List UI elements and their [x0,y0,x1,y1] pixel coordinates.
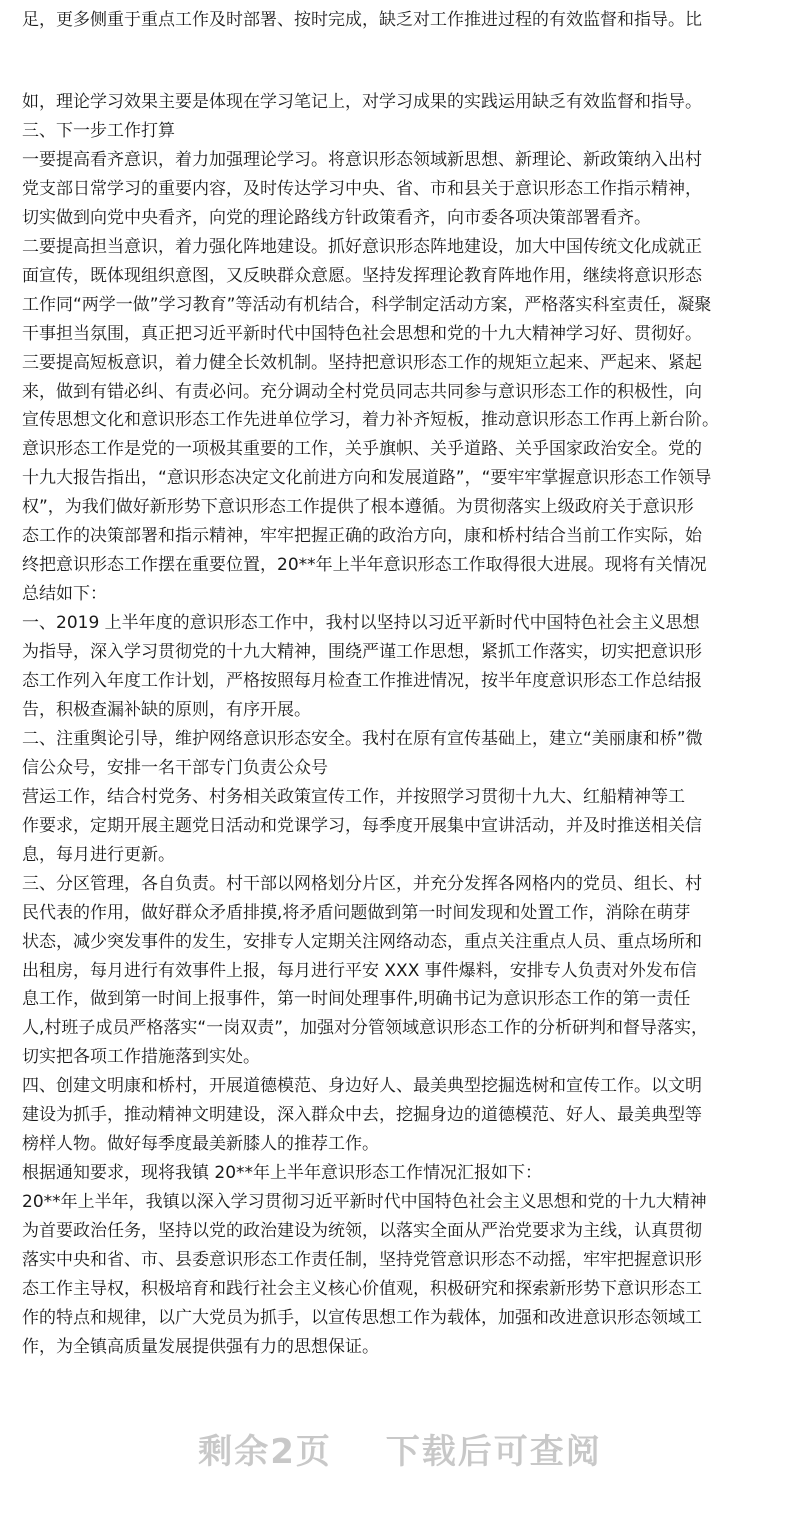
text-line: 一、2019 上半年度的意识形态工作中，我村以坚持以习近平新时代中国特色社会主义思想 [22,613,700,634]
text-line: 一要提高看齐意识，着力加强理论学习。将意识形态领域新思想、新理论、新政策纳入出村 [22,149,702,170]
download-to-view-text: 下载后可查阅 [385,1432,602,1472]
text-line: 工作同“两学一做”学习教育”等活动有机结合，科学制定活动方案，严格落实科室责任，凝聚 [22,294,712,315]
text-line: 建设为抓手，推动精神文明建设，深入群众中去，挖掘身边的道德模范、好人、最美典型等 [22,1105,702,1126]
text-line: 态工作主导权，积极培育和践行社会主义核心价值观，积极研究和探索新形势下意识形态工 [22,1278,702,1299]
text-line: 息工作，做到第一时间上报事件，第一时间处理事件,明确书记为意识形态工作的第一责任 [22,989,691,1010]
text-line: 作，为全镇高质量发展提供强有力的思想保证。 [22,1336,379,1357]
text-line: 四、创建文明康和桥村，开展道德模范、身边好人、最美典型挖掘选树和宣传工作。以文明 [22,1076,702,1097]
text-line: 榜样人物。做好每季度最美新膝人的推荐工作。 [22,1134,379,1155]
text-line: 切实把各项工作措施落到实处。 [22,1047,260,1068]
text-line: 态工作的决策部署和指示精神，牢牢把握正确的政治方向，康和桥村结合当前工作实际，始 [22,526,702,547]
text-line: 干事担当氛围，真正把习近平新时代中国特色社会思想和党的十九大精神学习好、贯彻好。 [22,323,702,344]
text-line: 足，更多侧重于重点工作及时部署、按时完成，缺乏对工作推进过程的有效监督和指导。比 [22,10,702,30]
text-line: 终把意识形态工作摆在重要位置，20**年上半年意识形态工作取得很大进展。现将有关情况 [22,555,707,576]
text-line: 民代表的作用，做好群众矛盾排摸,将矛盾问题做到第一时间发现和处置工作，消除在萌芽 [22,902,691,923]
text-line: 二、注重舆论引导，维护网络意识形态安全。我村在原有宣传基础上，建立“美丽康和桥”微 [22,728,703,749]
text-line: 三要提高短板意识，着力健全长效机制。坚持把意识形态工作的规矩立起来、严起来、紧起 [22,352,702,373]
text-line: 党支部日常学习的重要内容，及时传达学习中央、省、市和县关于意识形态工作指示精神， [22,178,702,199]
text-line: 切实做到向党中央看齐，向党的理论路线方针政策看齐，向市委各项决策部署看齐。 [22,207,651,228]
text-line: 作的特点和规律，以广大党员为抓手，以宣传思想工作为载体，加强和改进意识形态领域工 [22,1307,702,1328]
text-line: 告，积极查漏补缺的原则，有序开展。 [22,699,311,720]
text-line: 三、下一步工作打算 [22,120,175,141]
text-line: 作要求，定期开展主题党日活动和党课学习，每季度开展集中宣讲活动，并及时推送相关信 [22,815,702,836]
text-line: 根据通知要求，现将我镇 20**年上半年意识形态工作情况汇报如下： [22,1163,543,1184]
text-line: 来，做到有错必纠、有责必问。充分调动全村党员同志共同参与意识形态工作的积极性，向 [22,381,702,402]
text-line: 人,村班子成员严格落实“一岗双责”，加强对分管领域意识形态工作的分析研判和督导落实， [22,1018,709,1039]
text-line: 面宣传，既体现组织意图，又反映群众意愿。坚持发挥理论教育阵地作用，继续将意识形态 [22,265,702,286]
remaining-pages-text: 剩余2页 [198,1432,332,1472]
text-line: 息，每月进行更新。 [22,844,175,865]
text-line: 意识形态工作是党的一项极其重要的工作，关乎旗帜、关乎道路、关乎国家政治安全。党的 [22,439,702,460]
text-line: 权”，为我们做好新形势下意识形态工作提供了根本遵循。为贯彻落实上级政府关于意识形 [22,497,694,518]
text-line: 态工作列入年度工作计划，严格按照每月检查工作推进情况，按半年度意识形态工作总结报 [22,671,702,691]
text-line: 营运工作，结合村党务、村务相关政策宣传工作，并按照学习贯彻十九大、红船精神等工 [22,786,685,807]
text-line: 状态，减少突发事件的发生，安排专人定期关注网络动态，重点关注重点人员、重点场所和 [22,931,702,952]
text-line: 出租房，每月进行有效事件上报，每月进行平安 XXX 事件爆料，安排专人负责对外发布信 [22,960,697,981]
text-line: 十九大报告指出，“意识形态决定文化前进方向和发展道路”，“要牢牢掌握意识形态工作领导 [22,468,712,489]
text-line: 三、分区管理，各自负责。村干部以网格划分片区，并充分发挥各网格内的党员、组长、村 [22,873,702,894]
text-line: 信公众号，安排一名干部专门负责公众号 [22,757,328,778]
text-line: 二要提高担当意识，着力强化阵地建设。抓好意识形态阵地建设，加大中国传统文化成就正 [22,236,702,257]
text-line: 为指导，深入学习贯彻党的十九大精神，围绕严谨工作思想，紧抓工作落实，切实把意识形 [22,642,702,663]
text-line: 为首要政治任务，坚持以党的政治建设为统领，以落实全面从严治党要求为主线，认真贯彻 [22,1221,702,1242]
text-line: 宣传思想文化和意识形态工作先进单位学习，着力补齐短板，推动意识形态工作再上新台阶。 [22,410,719,431]
text-line: 如，理论学习效果主要是体现在学习笔记上，对学习成果的实践运用缺乏有效监督和指导。 [22,92,702,112]
download-notice[interactable] [0,1424,800,1473]
text-line: 落实中央和省、市、县委意识形态工作责任制，坚持党管意识形态不动摇，牢牢把握意识形 [22,1250,702,1270]
text-line: 总结如下： [22,584,107,605]
text-line: 20**年上半年，我镇以深入学习贯彻习近平新时代中国特色社会主义思想和党的十九大精神 [22,1192,707,1213]
